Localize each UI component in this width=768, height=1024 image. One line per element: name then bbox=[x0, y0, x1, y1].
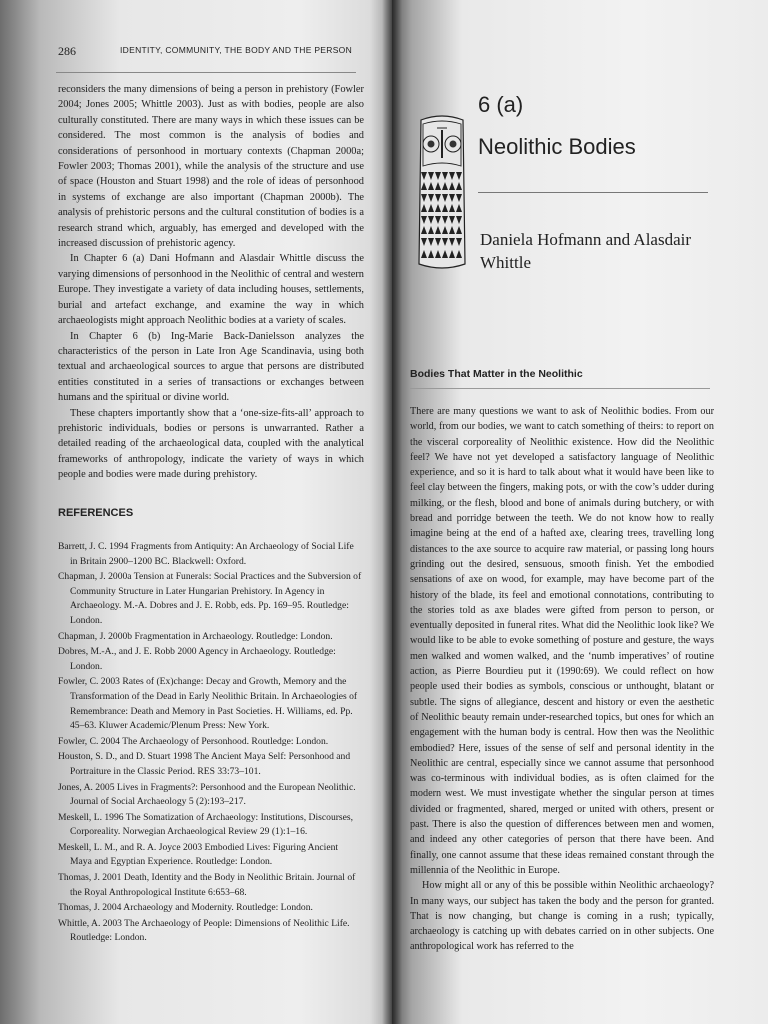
chapter-body bbox=[410, 404, 714, 955]
reference-item: Jones, A. 2005 Lives in Fragments?: Personhood and the European Neolithic. Journal of Social Archaeology 5 (2):193–217. bbox=[58, 781, 356, 808]
paragraph: There are many questions we want to ask of Neolithic bodies. From our world, from our bodies, we want to catch something of theirs: to report on the visceral corporeality of Neolithic existence. How did the Neolithic feel? We have not yet developed a satisfactory language of Neolithic experience, and so it is hard to talk about what it would have been like to feel clay between the fingers, making pots, or with the cow’s udder during milking, or the flesh, blood and bone of animals during butchery, or with bread and porridge between the teeth. We do not know how to really imagine being at the end of a hafted axe, clearing trees, travelling long distances to the axe source to acquire raw material, or passing long hours grinding out the desired, sensuous, smooth finish. Yet the embodied sensations of axe on wood, for example, may have become part of the history of the blade, its feel and emotional connotations, contributing to the stories told as axe blades were gifted from person to person, or eventually deposited in funeral rites. What did the Neolithic look like? We would like to be able to evoke something of posture and gesture, the ways men walked and women walked, and the ‘numb imperatives’ of routine action, as Pierre Bourdieu put it (1990:69). We could reflect on how people used their bodies as symbols, conscious or unthought, blatant or subtle. The signs of allegiance, descent and history or even the aesthetic of Neolithic beauty remain under-researched topics, but ones for which an engagement with the human body is central. How then was the Neolithic embodied? Here, issues of the sense of self and personal identity in the Neolithic are central, especially since we cannot assume that personhood was co-terminous with individual bodies, as is often claimed for the modern west. We must investigate whether the singular person at times divided or fragmented, shared, merged or united with others, present or past. There is also the question of differences between men and women, and indeed any other categories of person that there have been. And finally, one cannot assume that these ideas remained constant through the millennia of the Neolithic in Europe. bbox=[410, 406, 714, 876]
reference-item: Houston, S. D., and D. Stuart 1998 The Ancient Maya Self: Personhood and Portraiture in the Classic Period. RES 33:73–101. bbox=[58, 751, 351, 777]
reference-item: Fowler, C. 2003 Rates of (Ex)change: Decay and Growth, Memory and the Transformation of the Dead in Early Neolithic Britain. In Archaeologies of Remembrance: Death and Memory in Past Societies. H. Williams, ed. Pp. 45–63. Kluwer Academic/Plenum Press: New York. bbox=[58, 676, 358, 732]
reference-item: Meskell, L. 1996 The Somatization of Archaeology: Institutions, Discourses, Corporeality. Norwegian Archaeological Review 29 (1):1–16. bbox=[58, 811, 354, 838]
running-title: IDENTITY, COMMUNITY, THE BODY AND THE PERSON bbox=[120, 45, 353, 55]
chapter-title: Neolithic Bodies bbox=[478, 134, 636, 159]
paragraph: reconsiders the many dimensions of being a person in prehistory (Fowler 2004; Jones 2005; Whittle 2003). Just as with bodies, people are also culturally constituted. There are many ways in which these issues can be considered. The most common is the analysis of bodies and considerations of personhood in mortuary contexts (Chapman 2000a; Fowler 2003; Thomas 2001), while the analysis of the structure and use of space (Houston and Stuart 1998) and the role of ideas of personhood in systems of exchange are also important (Chapman 2000b). The analysis of prehistoric persons and the cultural constitution of bodies is a research strand which, arguably, has emerged and developed with the increased discussion of prehistoric agency. bbox=[58, 84, 364, 250]
reference-item: Whittle, A. 2003 The Archaeology of People: Dimensions of Neolithic Life. Routledge: London. bbox=[58, 917, 350, 944]
chapter-number: 6 (a) bbox=[478, 92, 524, 117]
paragraph: These chapters importantly show that a ‘one-size-fits-all’ approach to prehistoric individuals, bodies or persons is unwarranted. Rather a detailed reading of the archaeological data, coupled with the analytical frameworks of anthropology, indicate the variety of ways in which people and bodies were made during prehistory. bbox=[58, 407, 364, 481]
chapter-authors: Daniela Hofmann and Alasdair Whittle bbox=[480, 230, 692, 272]
page-number: 286 bbox=[58, 44, 76, 58]
references-list bbox=[58, 540, 362, 947]
header-rule bbox=[56, 72, 356, 73]
reference-item: Meskell, L. M., and R. A. Joyce 2003 Embodied Lives: Figuring Ancient Maya and Egyptian Experience. Routledge: London. bbox=[58, 841, 339, 868]
paragraph: In Chapter 6 (b) Ing-Marie Back-Danielsson analyzes the characteristics of the person in Late Iron Age Scandinavia, using both textual and archaeological sources to argue that persons are distributed entities constituted in a series of transactions or exchanges between humans and the spiritual or divine world. bbox=[58, 330, 364, 404]
paragraph: How might all or any of this be possible within Neolithic archaeology? In many ways, our subject has taken the body and the person for granted. That is now changing, but change is coming in a rush; typically, archaeology is catching up with debates carried on in other subjects. One anthropological work has referred to the bbox=[410, 880, 714, 953]
title-rule bbox=[478, 192, 708, 193]
book-gutter bbox=[382, 0, 402, 1024]
reference-item: Fowler, C. 2004 The Archaeology of Personhood. Routledge: London. bbox=[58, 735, 329, 747]
figurine-illustration bbox=[413, 114, 471, 274]
reference-item: Dobres, M.-A., and J. E. Robb 2000 Agency in Archaeology. Routledge: London. bbox=[58, 646, 336, 672]
reference-item: Chapman, J. 2000b Fragmentation in Archaeology. Routledge: London. bbox=[58, 630, 333, 642]
paragraph: In Chapter 6 (a) Dani Hofmann and Alasdair Whittle discuss the varying dimensions of personhood in the Neolithic of central and western Europe. They investigate a variety of data including houses, settlements, burial and artefact exchange, and examine the way in which archaeologists might approach Neolithic bodies at a variety of scales. bbox=[58, 253, 364, 327]
reference-item: Thomas, J. 2004 Archaeology and Modernity. Routledge: London. bbox=[58, 902, 313, 914]
intro-body bbox=[58, 82, 364, 483]
section-heading: Bodies That Matter in the Neolithic bbox=[410, 368, 583, 380]
reference-item: Barrett, J. C. 1994 Fragments from Antiquity: An Archaeology of Social Life in Britain 2900–1200 BC. Blackwell: Oxford. bbox=[58, 541, 354, 567]
references-heading: REFERENCES bbox=[58, 507, 134, 519]
section-rule bbox=[410, 388, 710, 389]
reference-item: Chapman, J. 2000a Tension at Funerals: Social Practices and the Subversion of Community Structure in Later Hungarian Prehistory. In Agency in Archaeology. M.-A. Dobres and J. E. Robb, eds. Pp. 169–95. Routledge: London. bbox=[58, 571, 362, 626]
reference-item: Thomas, J. 2001 Death, Identity and the Body in Neolithic Britain. Journal of the Royal Anthropological Institute 6:653–68. bbox=[58, 872, 356, 898]
